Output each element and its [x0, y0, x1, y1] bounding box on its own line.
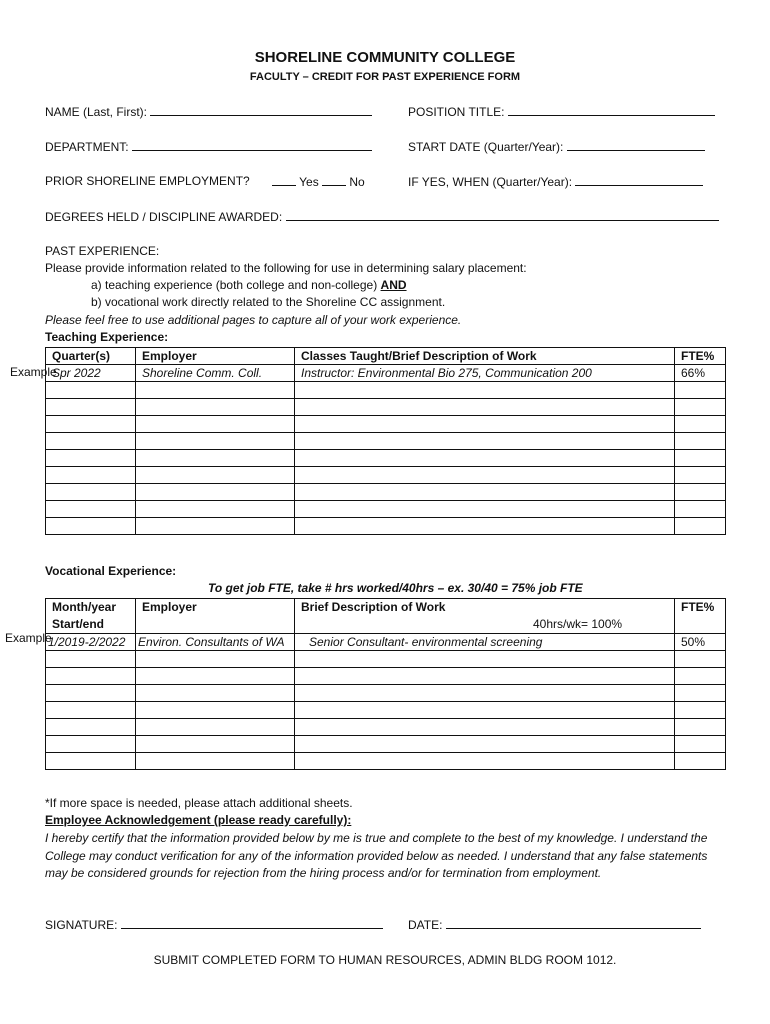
signature-field	[45, 917, 383, 932]
degrees-label: DEGREES HELD / DISCIPLINE AWARDED:	[45, 210, 283, 224]
form-title: FACULTY – CREDIT FOR PAST EXPERIENCE FORM	[249, 71, 521, 83]
example-quarter: Spr 2022	[46, 365, 136, 382]
college-name: SHORELINE COMMUNITY COLLEGE	[254, 49, 516, 66]
table-cell[interactable]	[46, 433, 136, 450]
date-field	[408, 917, 701, 932]
table-cell[interactable]	[675, 668, 726, 685]
department-field	[45, 139, 372, 154]
col-description-note: 40hrs/wk= 100%	[533, 617, 623, 631]
table-cell[interactable]	[46, 702, 136, 719]
table-cell[interactable]	[46, 753, 136, 770]
table-row	[46, 719, 726, 736]
degrees-input-line[interactable]	[286, 209, 719, 221]
table-row	[46, 651, 726, 668]
table-cell[interactable]	[295, 719, 675, 736]
example-employer: Environ. Consultants of WA	[136, 634, 295, 651]
degrees-field	[45, 209, 719, 224]
table-cell[interactable]	[136, 668, 295, 685]
if-yes-label: IF YES, WHEN (Quarter/Year):	[408, 175, 573, 189]
position-field	[408, 104, 715, 119]
table-cell[interactable]	[675, 484, 726, 501]
table-cell[interactable]	[295, 518, 675, 535]
table-cell[interactable]	[46, 719, 136, 736]
example-employer: Shoreline Comm. Coll.	[136, 365, 295, 382]
table-cell[interactable]	[675, 416, 726, 433]
table-cell[interactable]	[295, 484, 675, 501]
table-cell[interactable]	[295, 382, 675, 399]
table-row	[46, 467, 726, 484]
prior-employment-options	[272, 174, 365, 189]
teaching-header-row	[46, 348, 726, 365]
table-cell[interactable]	[675, 450, 726, 467]
table-cell[interactable]	[675, 685, 726, 702]
col-classes: Classes Taught/Brief Description of Work	[295, 348, 675, 365]
name-label: NAME (Last, First):	[45, 105, 148, 119]
table-cell[interactable]	[136, 382, 295, 399]
signature-input-line[interactable]	[121, 917, 383, 929]
table-cell[interactable]	[46, 518, 136, 535]
table-cell[interactable]	[136, 736, 295, 753]
yes-label: Yes	[299, 175, 319, 189]
table-cell[interactable]	[136, 753, 295, 770]
table-cell[interactable]	[46, 501, 136, 518]
more-space-note: *If more space is needed, please attach additional sheets.	[45, 796, 353, 810]
table-row	[46, 501, 726, 518]
vocational-example-tag: Example	[5, 631, 52, 645]
col-month-year-line1: Month/year	[52, 600, 117, 614]
table-cell[interactable]	[675, 433, 726, 450]
table-cell[interactable]	[46, 736, 136, 753]
table-row	[46, 736, 726, 753]
past-experience-intro: Please provide information related to the following for use in determining salary placement:	[45, 261, 527, 275]
table-row	[46, 399, 726, 416]
table-cell[interactable]	[295, 753, 675, 770]
past-experience-item-a	[91, 278, 407, 292]
and-word: AND	[380, 278, 407, 292]
table-cell[interactable]	[675, 518, 726, 535]
teaching-example-row	[46, 365, 726, 382]
col-description-label: Brief Description of Work	[301, 600, 446, 614]
vocational-header-row	[46, 599, 726, 634]
table-cell[interactable]	[675, 399, 726, 416]
department-label: DEPARTMENT:	[45, 140, 129, 154]
vocational-example-row	[46, 634, 726, 651]
vocational-table	[45, 598, 726, 770]
date-input-line[interactable]	[446, 917, 701, 929]
signature-label: SIGNATURE:	[45, 918, 118, 932]
col-employer: Employer	[136, 599, 295, 634]
table-cell[interactable]	[46, 685, 136, 702]
start-date-label: START DATE (Quarter/Year):	[408, 140, 564, 154]
acknowledgement-text: I hereby certify that the information provided below by me is true and complete to the best of my knowledge. I understand the College may conduct verification for any of the information provided below as needed. I understand that any false statements may be considered grounds for rejection from the hiring process and/or for termination from employment.	[45, 831, 708, 880]
table-cell[interactable]	[136, 433, 295, 450]
table-cell[interactable]	[136, 467, 295, 484]
example-fte: 50%	[675, 634, 726, 651]
fte-instruction: To get job FTE, take # hrs worked/40hrs – ex. 30/40 = 75% job FTE	[208, 581, 583, 595]
table-cell[interactable]	[136, 501, 295, 518]
table-cell[interactable]	[46, 484, 136, 501]
example-description: Senior Consultant- environmental screening	[295, 634, 675, 651]
table-cell[interactable]	[136, 484, 295, 501]
table-cell[interactable]	[295, 467, 675, 484]
col-employer: Employer	[136, 348, 295, 365]
teaching-heading: Teaching Experience:	[45, 330, 169, 344]
table-cell[interactable]	[136, 719, 295, 736]
col-quarters: Quarter(s)	[46, 348, 136, 365]
vocational-heading: Vocational Experience:	[45, 564, 177, 578]
col-month-year	[46, 599, 136, 634]
table-row	[46, 416, 726, 433]
table-row	[46, 382, 726, 399]
col-description	[295, 599, 675, 634]
teaching-example-tag: Example	[10, 365, 57, 379]
table-cell[interactable]	[675, 719, 726, 736]
table-cell[interactable]	[675, 467, 726, 484]
table-row	[46, 668, 726, 685]
table-cell[interactable]	[46, 467, 136, 484]
name-field	[45, 104, 372, 119]
table-cell[interactable]	[675, 736, 726, 753]
table-cell[interactable]	[46, 450, 136, 467]
table-cell[interactable]	[136, 702, 295, 719]
table-row	[46, 753, 726, 770]
date-label: DATE:	[408, 918, 443, 932]
if-yes-input-line[interactable]	[575, 174, 703, 186]
table-cell[interactable]	[675, 501, 726, 518]
department-input-line[interactable]	[132, 139, 372, 151]
table-cell[interactable]	[295, 668, 675, 685]
teaching-table	[45, 347, 726, 535]
table-cell[interactable]	[295, 416, 675, 433]
table-cell[interactable]	[46, 651, 136, 668]
table-row	[46, 702, 726, 719]
table-row	[46, 450, 726, 467]
col-fte: FTE%	[675, 348, 726, 365]
table-cell[interactable]	[136, 416, 295, 433]
position-input-line[interactable]	[508, 104, 715, 116]
table-row	[46, 685, 726, 702]
example-period: 1/2019-2/2022	[46, 634, 136, 651]
no-input-line[interactable]	[322, 174, 346, 186]
table-cell[interactable]	[295, 736, 675, 753]
table-row	[46, 433, 726, 450]
table-cell[interactable]	[295, 501, 675, 518]
col-fte: FTE%	[675, 599, 726, 634]
table-cell[interactable]	[295, 685, 675, 702]
table-cell[interactable]	[46, 416, 136, 433]
table-cell[interactable]	[136, 685, 295, 702]
prior-employment-label: PRIOR SHORELINE EMPLOYMENT?	[45, 174, 250, 188]
table-cell[interactable]	[295, 433, 675, 450]
if-yes-field	[408, 174, 703, 189]
table-row	[46, 518, 726, 535]
table-cell[interactable]	[136, 450, 295, 467]
acknowledgement-heading: Employee Acknowledgement (please ready carefully):	[45, 813, 352, 827]
example-fte: 66%	[675, 365, 726, 382]
table-cell[interactable]	[295, 450, 675, 467]
table-cell[interactable]	[675, 651, 726, 668]
past-experience-heading: PAST EXPERIENCE:	[45, 244, 160, 258]
item-a-text: a) teaching experience (both college and non-college)	[91, 278, 378, 292]
table-cell[interactable]	[295, 399, 675, 416]
position-label: POSITION TITLE:	[408, 105, 505, 119]
table-cell[interactable]	[675, 382, 726, 399]
table-cell[interactable]	[46, 399, 136, 416]
example-classes: Instructor: Environmental Bio 275, Communication 200	[295, 365, 675, 382]
table-row	[46, 484, 726, 501]
additional-pages-note: Please feel free to use additional pages to capture all of your work experience.	[45, 313, 462, 327]
table-cell[interactable]	[136, 651, 295, 668]
submit-instruction: SUBMIT COMPLETED FORM TO HUMAN RESOURCES, ADMIN BLDG ROOM 1012.	[153, 953, 617, 967]
yes-input-line[interactable]	[272, 174, 296, 186]
table-cell[interactable]	[46, 382, 136, 399]
table-cell[interactable]	[675, 702, 726, 719]
start-date-input-line[interactable]	[567, 139, 705, 151]
start-date-field	[408, 139, 705, 154]
table-cell[interactable]	[295, 651, 675, 668]
name-input-line[interactable]	[150, 104, 372, 116]
col-month-year-line2: Start/end	[52, 617, 105, 631]
table-cell[interactable]	[136, 399, 295, 416]
table-cell[interactable]	[136, 518, 295, 535]
past-experience-item-b: b) vocational work directly related to the Shoreline CC assignment.	[91, 295, 446, 309]
table-cell[interactable]	[46, 668, 136, 685]
table-cell[interactable]	[295, 702, 675, 719]
table-cell[interactable]	[675, 753, 726, 770]
no-label: No	[349, 175, 365, 189]
